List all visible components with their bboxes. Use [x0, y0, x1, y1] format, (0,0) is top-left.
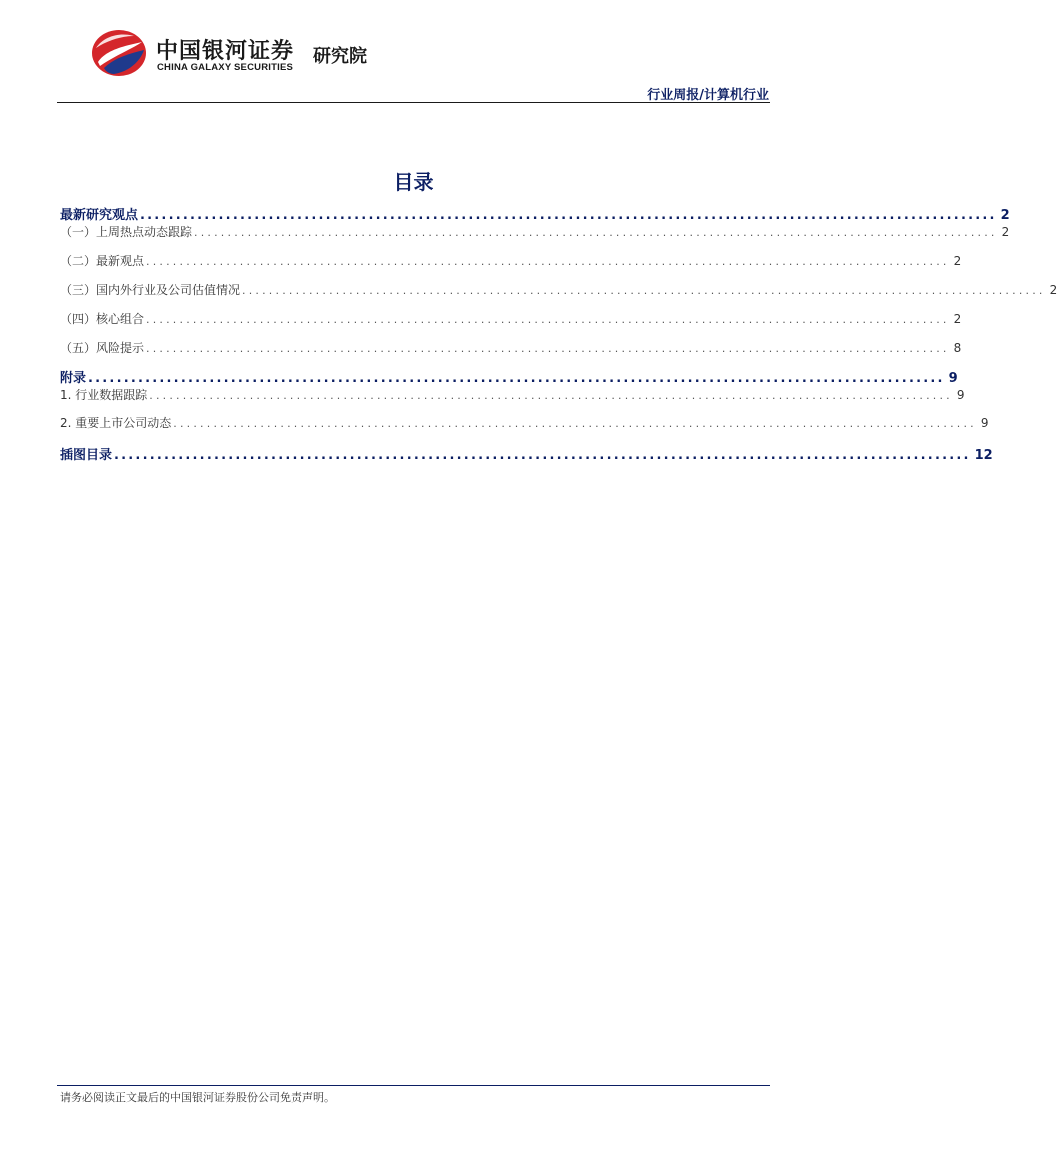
galaxy-logo-icon — [90, 28, 148, 78]
toc-entry-page: 2 — [1049, 283, 1057, 297]
toc-entry[interactable] — [60, 223, 1010, 243]
toc-entry[interactable] — [60, 414, 989, 434]
header-divider — [57, 102, 770, 103]
toc-entry-label: 2. 重要上市公司动态 — [60, 416, 172, 430]
toc-entry[interactable] — [60, 444, 993, 464]
toc-entry[interactable] — [60, 339, 962, 359]
toc-entry-page: 2 — [1000, 208, 1010, 223]
toc-entry-page: 12 — [974, 448, 993, 463]
page-header — [0, 0, 827, 110]
footer-divider — [57, 1085, 770, 1086]
toc-title: 目录 — [393, 170, 434, 194]
toc-leader: ........................................................................................................................ — [114, 448, 971, 463]
toc-entry-page: 2 — [1001, 225, 1010, 239]
toc-entry-page: 9 — [956, 388, 965, 402]
toc-entry[interactable] — [60, 310, 962, 330]
toc-entry[interactable] — [60, 204, 1010, 224]
toc-leader: ........................................................................................................................ — [173, 417, 977, 430]
toc-entry-page: 9 — [980, 416, 989, 430]
brand-name-cn: 中国银河证券 — [156, 39, 295, 64]
toc-entry[interactable] — [60, 281, 1057, 301]
toc-entry-page: 9 — [948, 371, 958, 386]
toc-entry-page: 2 — [953, 254, 962, 268]
institute-label: 研究院 — [313, 46, 367, 67]
toc-entry-label: 插图目录 — [60, 448, 113, 463]
toc-leader: ........................................................................................................................ — [140, 208, 997, 223]
toc-entry-page: 2 — [953, 312, 962, 326]
toc-leader: ........................................................................................................................ — [88, 371, 945, 386]
toc-entry[interactable] — [60, 386, 965, 406]
brand-name-en: CHINA GALAXY SECURITIES — [157, 62, 294, 73]
toc-entry-label: （五）风险提示 — [60, 341, 145, 355]
toc-entry-label: （二）最新观点 — [60, 254, 145, 268]
toc-entry-label: 附录 — [60, 371, 87, 386]
toc-leader: ........................................................................................................................ — [146, 313, 950, 326]
toc-leader: ........................................................................................................................ — [242, 284, 1046, 297]
toc-leader: ........................................................................................................................ — [194, 226, 998, 239]
toc-entry-label: 最新研究观点 — [60, 208, 139, 223]
toc-leader: ........................................................................................................................ — [149, 389, 953, 402]
toc-entry-label: （一）上周热点动态跟踪 — [60, 225, 193, 239]
toc-entry-label: （四）核心组合 — [60, 312, 145, 326]
toc-leader: ........................................................................................................................ — [146, 255, 950, 268]
toc-entry-page: 8 — [953, 341, 962, 355]
footer-disclaimer: 请务必阅读正文最后的中国银河证券股份公司免责声明。 — [60, 1091, 335, 1104]
report-type: 行业周报/计算机行业 — [647, 88, 769, 103]
toc-leader: ........................................................................................................................ — [146, 342, 950, 355]
toc-entry-label: 1. 行业数据跟踪 — [60, 388, 148, 402]
toc-entry-label: （三）国内外行业及公司估值情况 — [60, 283, 241, 297]
toc-entry[interactable] — [60, 367, 958, 387]
toc-entry[interactable] — [60, 252, 962, 272]
